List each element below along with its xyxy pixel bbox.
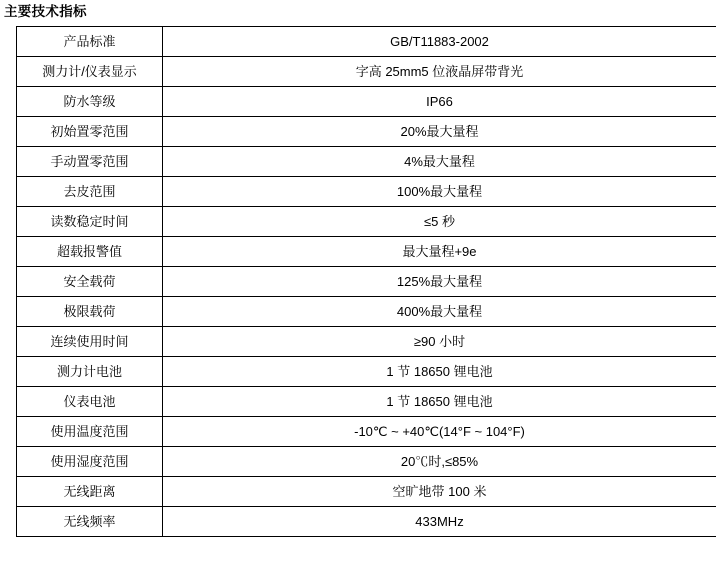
table-row [17,87,716,117]
row-label: 使用温度范围 [17,417,163,447]
table-row [17,207,716,237]
table-row [17,447,716,477]
table-row [17,27,716,57]
row-value: -10℃ ~ +40℃(14°F ~ 104°F) [163,417,716,447]
row-value: ≥90 小时 [163,327,716,357]
table-row [17,117,716,147]
row-label: 无线距离 [17,477,163,507]
specification-table [16,26,716,537]
table-row [17,177,716,207]
row-label: 安全载荷 [17,267,163,297]
row-value: 1 节 18650 锂电池 [163,357,716,387]
row-label: 极限载荷 [17,297,163,327]
row-value: GB/T11883-2002 [163,27,716,57]
row-value: ≤5 秒 [163,207,716,237]
table-row [17,147,716,177]
row-value: 400%最大量程 [163,297,716,327]
page-title: 主要技术指标 [4,4,87,19]
row-value: 1 节 18650 锂电池 [163,387,716,417]
row-value: 125%最大量程 [163,267,716,297]
row-label: 防水等级 [17,87,163,117]
row-label: 手动置零范围 [17,147,163,177]
row-label: 超载报警值 [17,237,163,267]
row-value: 100%最大量程 [163,177,716,207]
row-value: 20%最大量程 [163,117,716,147]
row-value: 4%最大量程 [163,147,716,177]
row-value: 字高 25mm5 位液晶屏带背光 [163,57,716,87]
row-value: 最大量程+9e [163,237,716,267]
table-row [17,417,716,447]
row-value: 433MHz [163,507,716,537]
row-label: 仪表电池 [17,387,163,417]
row-label: 初始置零范围 [17,117,163,147]
row-value: IP66 [163,87,716,117]
table-row [17,237,716,267]
table-row [17,297,716,327]
row-label: 无线频率 [17,507,163,537]
row-value: 空旷地带 100 米 [163,477,716,507]
row-label: 使用湿度范围 [17,447,163,477]
row-label: 连续使用时间 [17,327,163,357]
table-body [17,27,716,537]
table-row [17,267,716,297]
table-row [17,477,716,507]
table-row [17,327,716,357]
row-value: 20℃时,≤85% [163,447,716,477]
row-label: 读数稳定时间 [17,207,163,237]
table-row [17,507,716,537]
row-label: 去皮范围 [17,177,163,207]
table-row [17,57,716,87]
row-label: 产品标准 [17,27,163,57]
row-label: 测力计电池 [17,357,163,387]
row-label: 测力计/仪表显示 [17,57,163,87]
table-row [17,357,716,387]
table-row [17,387,716,417]
